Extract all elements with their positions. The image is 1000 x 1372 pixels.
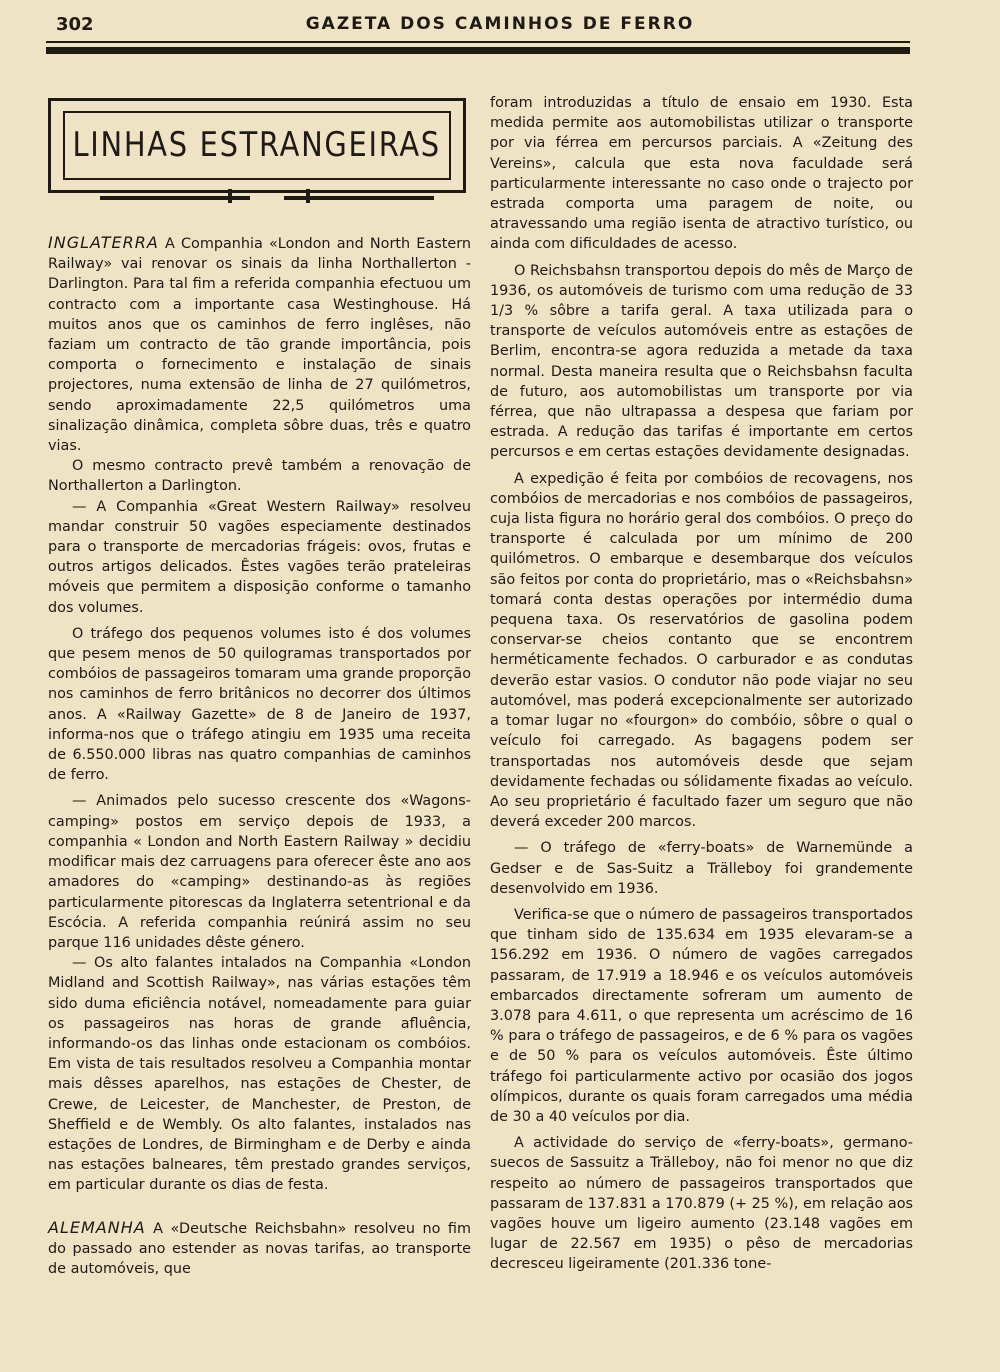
- country-heading-alemanha: ALEMANHA: [48, 1217, 146, 1237]
- title-ornament: [48, 193, 471, 215]
- section-title: LINHAS ESTRANGEIRAS: [72, 125, 442, 166]
- paragraph: O mesmo contracto prevê também a renovação de Northallerton a Darlington.: [48, 458, 471, 495]
- left-column: [48, 93, 471, 1279]
- paragraph-alemanha: ALEMANHA A «Deutsche Reichsbahn» resolveu no fim do passado ano estender as novas tarifas, ao transporte de automóveis, que: [48, 1217, 471, 1277]
- paragraph: — O tráfego de «ferry-boats» de Warnemünde a Gedser e de Sas-Suitz a Trälleboy foi grandemente desenvolvido em 1936.: [490, 840, 913, 897]
- paragraph: — A Companhia «Great Western Railway» resolveu mandar construir 50 vagões especiamente destinados para o transporte de mercadorias frágeis: ovos, frutas e outros artigos delicados. Êstes vagões terão prateleiras móveis que permitem a disposição conforme o tamanho dos volumes.: [48, 498, 471, 616]
- page-number: 302: [56, 14, 94, 35]
- paragraph: — Animados pelo sucesso crescente dos «Wagons-camping» postos em serviço depois de 1933, a companhia « London and North Eastern Railway » decidiu modificar mais dez carruagens para oferecer êste ano aos amadores do «camping» destinando-as às regiões particularmente pitorescas da Inglaterra setentrional e da Escócia. A referida companhia reúnirá assim no seu parque 116 unidades dêste género.: [48, 793, 471, 951]
- running-title: GAZETA DOS CAMINHOS DE FERRO: [305, 14, 695, 34]
- country-heading-inglaterra: INGLATERRA: [48, 233, 159, 252]
- section-title-frame: [48, 98, 466, 193]
- paragraph: A actividade do serviço de «ferry-boats», germano-suecos de Sassuitz a Trälleboy, não foi menor no que diz respeito ao número de passageiros transportados que passaram de 137.831 a 170.879 (+ 25 %), em relação aos vagões houve um ligeiro aumento (23.148 vagões em lugar de 22.567 em 1935) o pêso de mercadorias decresceu ligeiramente (201.336 tone-: [490, 1135, 913, 1273]
- paragraph: Verifica-se que o número de passageiros transportados que tinham sido de 135.634 em 1935 elevaram-se a 156.292 em 1936. O número de vagões carregados passaram, de 17.919 a 18.946 e os veículos automóveis embarcados directamente sofreram um aumento de 3.078 para 4.611, o que representa um acréscimo de 16 % para o tráfego de passageiros, e de 6 % para os vagões e de 50 % para os veículos automóveis. Êste último tráfego foi particularmente activo por ocasião dos jogos olímpicos, durante os quais foram carregados uma média de 30 a 40 veículos por dia.: [490, 906, 913, 1125]
- header-rule-thin: [46, 41, 910, 43]
- right-column: [490, 93, 913, 1275]
- paragraph: — Os alto falantes intalados na Companhia «London Midland and Scottish Railway», nas várias estações têm sido duma eficiência notável, nomeadamente para guiar os passageiros nas horas de grande afluência, informando-os das linhas onde estacionam os combóios. Em vista de tais resultados resolveu a Companhia montar mais dêsses aparelhos, nas estações de Chester, de Crewe, de Leicester, de Manchester, de Preston, de Sheffield e de Wembly. Os alto falantes, instalados nas estações de Londres, de Birmingham e de Derby e ainda nas estações balneares, têm prestado grandes serviços, em particular durante os dias de festa.: [48, 955, 471, 1194]
- paragraph: A expedição é feita por combóios de recovagens, nos combóios de mercadorias e nos combóios de passageiros, cuja lista figura no horário geral dos combóios. O preço do transporte é calculada por um mínimo de 200 quilómetros. O embarque e desembarque dos veículos são feitos por conta do proprietário, mas o «Reichsbahsn» tomará conta destas operações por intermédio duma pequena taxa. Os reservatórios de gasolina podem conservar-se cheios contanto que se encontrem herméticamente fechados. O carburador e as condutas deverão estar vasios. O condutor não pode viajar no seu automóvel, mas poderá excepcionalmente ser autorizado a tomar lugar no «fourgon» do combóio, sôbre o qual o veículo foi carregado. As bagagens podem ser transportadas nos automóveis desde que sejam devidamente fechadas ou sólidamente fixadas ao veículo. Ao seu proprietário é facultado fazer um seguro que não deverá exceder 200 marcos.: [490, 470, 913, 831]
- paragraph: O Reichsbahsn transportou depois do mês de Março de 1936, os automóveis de turismo com uma redução de 33 1/3 % sôbre a tarifa geral. A taxa utilizada para o transporte de veículos automóveis entre as estações de Berlim, encontra-se agora reduzida a metade da taxa normal. Desta maneira resulta que o Reichsbahsn faculta de futuro, aos automobilistas um transporte por via férrea, que não ultrapassa a despesa que fariam por estrada. A redução das tarifas é importante em certos percursos e em certas estações devidamente designadas.: [490, 262, 913, 461]
- header-rule-thick: [46, 47, 910, 54]
- paragraph: foram introduzidas a título de ensaio em 1930. Esta medida permite aos automobilistas utilizar o transporte por via férrea em percursos parciais. A «Zeitung des Vereins», calcula que esta nova faculdade será particularmente interessante no caso onde o trajecto por estrada comporta uma paragem de noite, ou atravessando uma região isenta de atractivo turístico, ou ainda com dificuldades de acesso.: [490, 95, 913, 253]
- paragraph: O tráfego dos pequenos volumes isto é dos volumes que pesem menos de 50 quilogramas transportados por combóios de passageiros tomaram uma grande proporção nos caminhos de ferro britânicos no decorrer dos últimos anos. A «Railway Gazette» de 8 de Janeiro de 1937, informa-nos que o tráfego atingiu em 1935 uma receita de 6.550.000 libras nas quatro companhias de caminhos de ferro.: [48, 625, 471, 784]
- paragraph-inglaterra: INGLATERRA A Companhia «London and North Eastern Railway» vai renovar os sinais da linha Northallerton - Darlington. Para tal fim a referida companhia efectuou um contracto com a importante casa Westinghouse. Há muitos anos que os caminhos de ferro inglêses, não faziam um contracto de tão grande importância, pois comporta o fornecimento e instalação de sinais projectores, numa extensão de linha de 27 quilómetros, sendo aproximadamente 22,5 quilómetros uma sinalização dinâmica, completa sôbre duas, três e quatro vias.: [48, 233, 471, 455]
